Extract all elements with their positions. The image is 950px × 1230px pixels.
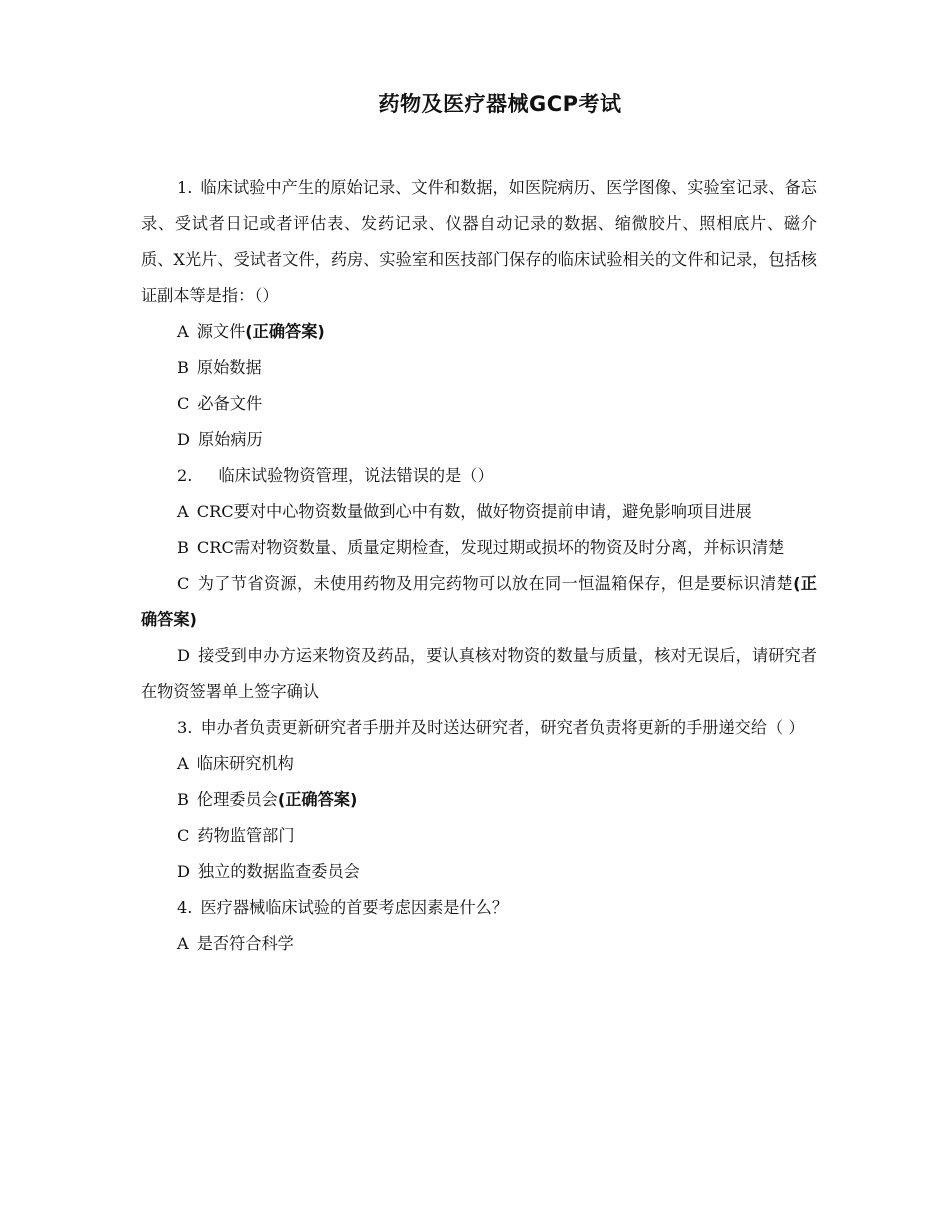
option-text: CRC要对中心物资数量做到心中有数，做好物资提前申请，避免影响项目进展 [196,502,752,521]
option-text: 是否符合科学 [196,934,294,953]
question-text: 临床试验中产生的原始记录、文件和数据，如医院病历、医学图像、实验室记录、备忘录、受试者日记或者评估表、发药记录、仪器自动记录的数据、缩微胶片、照相底片、磁介质、X光片、受试者文件，药房、实验室和医技部门保存的临床试验相关的文件和记录，包括核证副本等是指：（） [141,178,817,305]
question-3-option-a [141,746,817,782]
option-text: 接受到申办方运来物资及药品，要认真核对物资的数量与质量，核对无误后，请研究者在物资签署单上签字确认 [141,646,817,701]
option-text: 临床研究机构 [196,754,294,773]
option-letter: C [177,826,190,845]
option-letter: C [177,574,190,593]
option-text: 原始数据 [196,358,262,377]
question-text: 医疗器械临床试验的首要考虑因素是什么？ [200,898,509,917]
question-text: 临床试验物资管理，说法错误的是（） [218,466,494,485]
option-text: 伦理委员会 [196,790,278,809]
question-2-option-d [141,638,817,710]
question-1-option-a [141,314,817,350]
question-2-option-c [141,566,817,638]
question-3-option-b [141,782,817,818]
option-letter: D [177,862,190,881]
question-number: 2. [177,466,193,485]
question-number: 4. [177,898,193,917]
question-1-option-d [141,422,817,458]
correct-answer-marker: (正确答案) [277,790,358,809]
document-body [141,170,817,962]
option-letter: D [177,646,190,665]
correct-answer-marker: (正确答案) [245,322,325,341]
option-letter: D [177,430,190,449]
option-text: 药物监管部门 [197,826,295,845]
option-text: 原始病历 [197,430,263,449]
option-letter: A [177,754,189,773]
question-1-option-b [141,350,817,386]
option-letter: A [177,502,189,521]
option-letter: B [177,790,189,809]
option-letter: C [177,394,190,413]
question-number: 3. [177,718,193,737]
option-text: 必备文件 [197,394,263,413]
option-text: 为了节省资源，未使用药物及用完药物可以放在同一恒温箱保存，但是要标识清楚 [197,574,794,593]
question-1-option-c [141,386,817,422]
question-4-option-a [141,926,817,962]
document-title: 药物及医疗器械GCP考试 [378,92,622,116]
option-text: CRC需对物资数量、质量定期检查，发现过期或损坏的物资及时分离，并标识清楚 [196,538,785,557]
option-letter: B [177,538,189,557]
option-letter: A [177,934,189,953]
correct-answer-marker: (正确答案) [141,574,817,629]
question-2-option-b [141,530,817,566]
option-letter: A [177,322,189,341]
question-2 [141,458,817,494]
question-3-option-c [141,818,817,854]
question-3-option-d [141,854,817,890]
question-1 [141,170,817,314]
question-text: 申办者负责更新研究者手册并及时送达研究者，研究者负责将更新的手册递交给（ ） [200,718,805,737]
option-text: 独立的数据监查委员会 [197,862,360,881]
option-letter: B [177,358,189,377]
question-number: 1. [177,178,193,197]
question-2-option-a [141,494,817,530]
option-text: 源文件 [196,322,246,341]
question-4 [141,890,817,926]
question-3 [141,710,817,746]
